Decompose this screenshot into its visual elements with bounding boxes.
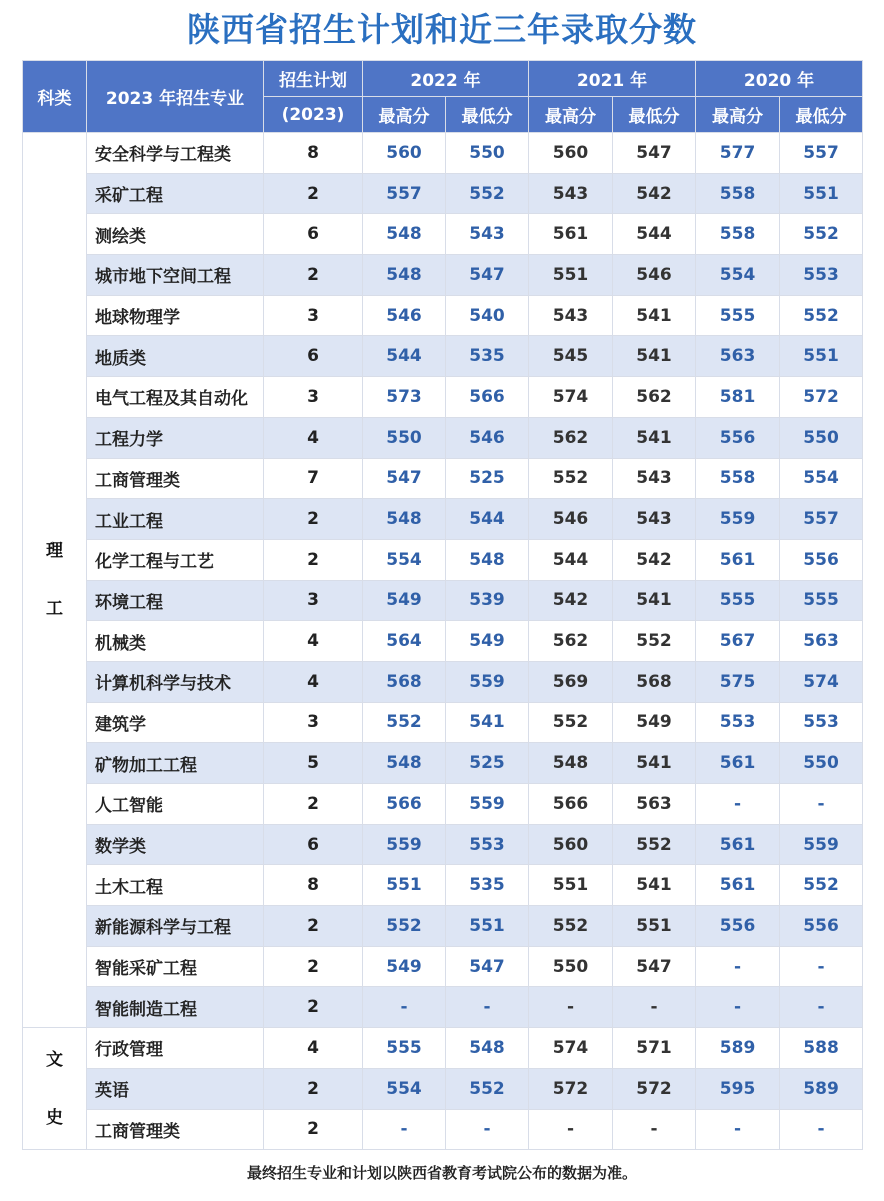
major-name: 人工智能	[87, 784, 264, 825]
major-name: 地质类	[87, 336, 264, 377]
score-2021-min: 568	[613, 661, 696, 702]
major-name: 工商管理类	[87, 458, 264, 499]
score-2022-min: -	[446, 1109, 529, 1150]
major-name: 采矿工程	[87, 173, 264, 214]
score-2021-min: 541	[613, 743, 696, 784]
major-name: 工商管理类	[87, 1109, 264, 1150]
score-2022-max: 548	[363, 214, 446, 255]
score-2021-min: 542	[613, 539, 696, 580]
score-2021-min: 541	[613, 295, 696, 336]
category-char: 史	[46, 1107, 63, 1128]
score-2021-max: 572	[529, 1068, 613, 1109]
score-2020-max: 559	[696, 499, 780, 540]
score-2020-max: 567	[696, 621, 780, 662]
major-name: 智能采矿工程	[87, 946, 264, 987]
score-2021-min: 563	[613, 784, 696, 825]
score-2020-max: 577	[696, 133, 780, 174]
score-2022-min: 548	[446, 1028, 529, 1069]
score-2022-min: 549	[446, 621, 529, 662]
header-max-2022: 最高分	[363, 97, 446, 133]
score-2022-min: 546	[446, 417, 529, 458]
score-2021-min: 541	[613, 865, 696, 906]
score-2022-max: 552	[363, 906, 446, 947]
score-2021-min: -	[613, 1109, 696, 1150]
table-row	[23, 377, 863, 418]
score-2021-max: 542	[529, 580, 613, 621]
score-2020-max: 595	[696, 1068, 780, 1109]
plan-count: 3	[264, 377, 363, 418]
score-2021-min: 541	[613, 417, 696, 458]
score-2022-min: 553	[446, 824, 529, 865]
category-label	[23, 133, 87, 1028]
plan-count: 2	[264, 1109, 363, 1150]
score-2022-max: 560	[363, 133, 446, 174]
score-2022-min: 539	[446, 580, 529, 621]
score-2020-min: 559	[780, 824, 863, 865]
score-2022-max: 548	[363, 255, 446, 296]
score-2020-min: 557	[780, 499, 863, 540]
plan-count: 8	[264, 133, 363, 174]
score-2022-min: 559	[446, 661, 529, 702]
score-2022-min: 566	[446, 377, 529, 418]
score-2021-min: 546	[613, 255, 696, 296]
score-2021-max: 543	[529, 173, 613, 214]
score-2022-max: 549	[363, 946, 446, 987]
score-2020-max: 558	[696, 173, 780, 214]
score-2020-min: 553	[780, 702, 863, 743]
score-2021-min: 562	[613, 377, 696, 418]
score-2021-min: 542	[613, 173, 696, 214]
score-2020-max: 589	[696, 1028, 780, 1069]
major-name: 数学类	[87, 824, 264, 865]
plan-count: 7	[264, 458, 363, 499]
score-2021-max: 560	[529, 824, 613, 865]
category-label	[23, 1028, 87, 1150]
score-2021-max: 551	[529, 255, 613, 296]
score-2021-min: 547	[613, 946, 696, 987]
score-2021-max: 545	[529, 336, 613, 377]
category-char: 工	[46, 599, 63, 620]
score-2022-max: 566	[363, 784, 446, 825]
major-name: 工程力学	[87, 417, 264, 458]
score-2022-max: 555	[363, 1028, 446, 1069]
header-year-2022: 2022 年	[363, 61, 529, 97]
score-2021-max: 574	[529, 1028, 613, 1069]
score-2021-max: 552	[529, 702, 613, 743]
score-2020-max: 581	[696, 377, 780, 418]
score-2022-min: 540	[446, 295, 529, 336]
score-2020-max: 561	[696, 824, 780, 865]
score-2021-min: 541	[613, 336, 696, 377]
score-2022-max: 548	[363, 743, 446, 784]
score-2022-max: -	[363, 987, 446, 1028]
score-2021-max: 552	[529, 906, 613, 947]
major-name: 智能制造工程	[87, 987, 264, 1028]
admission-scores-table	[22, 60, 863, 1150]
header-min-2020: 最低分	[780, 97, 863, 133]
major-name: 地球物理学	[87, 295, 264, 336]
header-category: 科类	[23, 61, 87, 133]
table-row	[23, 255, 863, 296]
score-2022-min: 559	[446, 784, 529, 825]
score-2020-min: -	[780, 987, 863, 1028]
score-2020-max: -	[696, 987, 780, 1028]
score-2020-min: 589	[780, 1068, 863, 1109]
score-2021-max: 550	[529, 946, 613, 987]
table-row	[23, 295, 863, 336]
plan-count: 2	[264, 987, 363, 1028]
score-2021-min: 547	[613, 133, 696, 174]
score-2020-max: 558	[696, 214, 780, 255]
plan-count: 3	[264, 580, 363, 621]
category-char: 理	[46, 541, 63, 562]
plan-count: 2	[264, 784, 363, 825]
plan-count: 4	[264, 1028, 363, 1069]
plan-count: 6	[264, 336, 363, 377]
table-row	[23, 214, 863, 255]
table-row	[23, 336, 863, 377]
score-2020-min: 555	[780, 580, 863, 621]
header-min-2021: 最低分	[613, 97, 696, 133]
score-2020-max: 554	[696, 255, 780, 296]
major-name: 化学工程与工艺	[87, 539, 264, 580]
score-2022-max: 547	[363, 458, 446, 499]
score-2020-min: 574	[780, 661, 863, 702]
major-name: 机械类	[87, 621, 264, 662]
score-2020-min: 556	[780, 539, 863, 580]
score-2021-max: 561	[529, 214, 613, 255]
table-row	[23, 1068, 863, 1109]
score-2022-max: 544	[363, 336, 446, 377]
plan-count: 5	[264, 743, 363, 784]
header-year-2020: 2020 年	[696, 61, 863, 97]
score-2021-max: 552	[529, 458, 613, 499]
header-plan: 招生计划	[264, 61, 363, 97]
score-2022-min: 551	[446, 906, 529, 947]
score-2022-min: 541	[446, 702, 529, 743]
header-year-2021: 2021 年	[529, 61, 696, 97]
score-2021-max: 551	[529, 865, 613, 906]
header-major: 2023 年招生专业	[87, 61, 264, 133]
score-2021-min: 552	[613, 824, 696, 865]
major-name: 英语	[87, 1068, 264, 1109]
score-2021-max: 566	[529, 784, 613, 825]
score-2020-max: 561	[696, 865, 780, 906]
table-row	[23, 661, 863, 702]
major-name: 计算机科学与技术	[87, 661, 264, 702]
score-2020-max: 575	[696, 661, 780, 702]
score-2022-max: -	[363, 1109, 446, 1150]
table-row	[23, 824, 863, 865]
score-2022-max: 554	[363, 1068, 446, 1109]
plan-count: 2	[264, 946, 363, 987]
score-2020-max: 556	[696, 906, 780, 947]
score-2020-min: 553	[780, 255, 863, 296]
plan-count: 2	[264, 1068, 363, 1109]
score-2020-max: 561	[696, 539, 780, 580]
major-name: 行政管理	[87, 1028, 264, 1069]
table-row	[23, 987, 863, 1028]
major-name: 矿物加工工程	[87, 743, 264, 784]
score-2020-min: 550	[780, 743, 863, 784]
score-2020-max: 556	[696, 417, 780, 458]
table-row	[23, 1109, 863, 1150]
score-2020-max: 555	[696, 295, 780, 336]
page-title: 陕西省招生计划和近三年录取分数	[187, 10, 697, 49]
table-row	[23, 784, 863, 825]
plan-count: 4	[264, 417, 363, 458]
plan-count: 2	[264, 499, 363, 540]
plan-count: 6	[264, 824, 363, 865]
score-2022-max: 554	[363, 539, 446, 580]
score-2021-max: -	[529, 987, 613, 1028]
major-name: 城市地下空间工程	[87, 255, 264, 296]
table-row	[23, 906, 863, 947]
plan-count: 3	[264, 295, 363, 336]
header-max-2021: 最高分	[529, 97, 613, 133]
plan-count: 4	[264, 661, 363, 702]
score-2020-min: 563	[780, 621, 863, 662]
score-2020-min: 557	[780, 133, 863, 174]
score-2021-min: 552	[613, 621, 696, 662]
table-row	[23, 133, 863, 174]
score-2021-max: 543	[529, 295, 613, 336]
score-2021-max: 548	[529, 743, 613, 784]
score-2022-min: 552	[446, 1068, 529, 1109]
header-max-2020: 最高分	[696, 97, 780, 133]
major-name: 环境工程	[87, 580, 264, 621]
major-name: 电气工程及其自动化	[87, 377, 264, 418]
score-2021-max: 560	[529, 133, 613, 174]
table-row	[23, 580, 863, 621]
score-2022-min: 547	[446, 946, 529, 987]
plan-count: 2	[264, 906, 363, 947]
score-2022-max: 573	[363, 377, 446, 418]
plan-count: 2	[264, 255, 363, 296]
score-2020-max: -	[696, 784, 780, 825]
score-2022-min: 544	[446, 499, 529, 540]
score-2021-min: 549	[613, 702, 696, 743]
table-row	[23, 458, 863, 499]
score-2020-min: 552	[780, 295, 863, 336]
score-2022-max: 552	[363, 702, 446, 743]
category-char: 文	[46, 1049, 63, 1070]
score-2022-max: 551	[363, 865, 446, 906]
score-2022-min: 543	[446, 214, 529, 255]
score-2020-max: 563	[696, 336, 780, 377]
score-2020-min: 551	[780, 173, 863, 214]
score-2020-max: 553	[696, 702, 780, 743]
score-2020-min: 554	[780, 458, 863, 499]
plan-count: 2	[264, 539, 363, 580]
score-2020-min: 551	[780, 336, 863, 377]
score-2020-min: 552	[780, 865, 863, 906]
major-name: 工业工程	[87, 499, 264, 540]
score-2022-max: 546	[363, 295, 446, 336]
major-name: 建筑学	[87, 702, 264, 743]
score-2021-min: 543	[613, 499, 696, 540]
score-2020-max: -	[696, 1109, 780, 1150]
score-2022-min: 547	[446, 255, 529, 296]
score-2022-max: 548	[363, 499, 446, 540]
table-row	[23, 702, 863, 743]
score-2021-min: 571	[613, 1028, 696, 1069]
score-2021-min: 572	[613, 1068, 696, 1109]
score-2020-min: 556	[780, 906, 863, 947]
header-min-2022: 最低分	[446, 97, 529, 133]
score-2020-min: 550	[780, 417, 863, 458]
major-name: 土木工程	[87, 865, 264, 906]
score-2021-max: 574	[529, 377, 613, 418]
table-row	[23, 946, 863, 987]
score-2021-max: 569	[529, 661, 613, 702]
plan-count: 8	[264, 865, 363, 906]
score-2022-max: 568	[363, 661, 446, 702]
header-plan-year: (2023)	[264, 97, 363, 133]
score-2020-max: 561	[696, 743, 780, 784]
table-row	[23, 1028, 863, 1069]
score-2021-max: 562	[529, 417, 613, 458]
score-2020-min: -	[780, 784, 863, 825]
score-2021-max: 544	[529, 539, 613, 580]
score-2020-min: -	[780, 946, 863, 987]
score-2020-min: 588	[780, 1028, 863, 1069]
score-2021-max: -	[529, 1109, 613, 1150]
score-2022-max: 564	[363, 621, 446, 662]
major-name: 测绘类	[87, 214, 264, 255]
table-row	[23, 743, 863, 784]
plan-count: 3	[264, 702, 363, 743]
score-2022-max: 550	[363, 417, 446, 458]
score-2022-max: 559	[363, 824, 446, 865]
table-row	[23, 499, 863, 540]
score-2020-max: 555	[696, 580, 780, 621]
score-2021-min: 541	[613, 580, 696, 621]
table-row	[23, 621, 863, 662]
score-2020-min: 572	[780, 377, 863, 418]
score-2022-max: 557	[363, 173, 446, 214]
score-2022-min: 552	[446, 173, 529, 214]
plan-count: 6	[264, 214, 363, 255]
score-2020-min: 552	[780, 214, 863, 255]
score-2022-min: 525	[446, 743, 529, 784]
table-row	[23, 417, 863, 458]
table-row	[23, 865, 863, 906]
score-2020-min: -	[780, 1109, 863, 1150]
score-2020-max: 558	[696, 458, 780, 499]
score-2022-min: 535	[446, 336, 529, 377]
table-body	[23, 133, 863, 1150]
score-2022-min: 525	[446, 458, 529, 499]
table-header	[23, 61, 863, 133]
score-2021-min: 551	[613, 906, 696, 947]
plan-count: 2	[264, 173, 363, 214]
score-2021-max: 546	[529, 499, 613, 540]
table-row	[23, 539, 863, 580]
plan-count: 4	[264, 621, 363, 662]
score-2022-min: 548	[446, 539, 529, 580]
table-row	[23, 173, 863, 214]
score-2020-max: -	[696, 946, 780, 987]
score-2021-min: 543	[613, 458, 696, 499]
score-2022-max: 549	[363, 580, 446, 621]
major-name: 新能源科学与工程	[87, 906, 264, 947]
score-2021-min: 544	[613, 214, 696, 255]
score-2022-min: 550	[446, 133, 529, 174]
score-2021-min: -	[613, 987, 696, 1028]
score-2021-max: 562	[529, 621, 613, 662]
score-2022-min: 535	[446, 865, 529, 906]
score-2022-min: -	[446, 987, 529, 1028]
footnote: 最终招生专业和计划以陕西省教育考试院公布的数据为准。	[246, 1164, 637, 1182]
major-name: 安全科学与工程类	[87, 133, 264, 174]
